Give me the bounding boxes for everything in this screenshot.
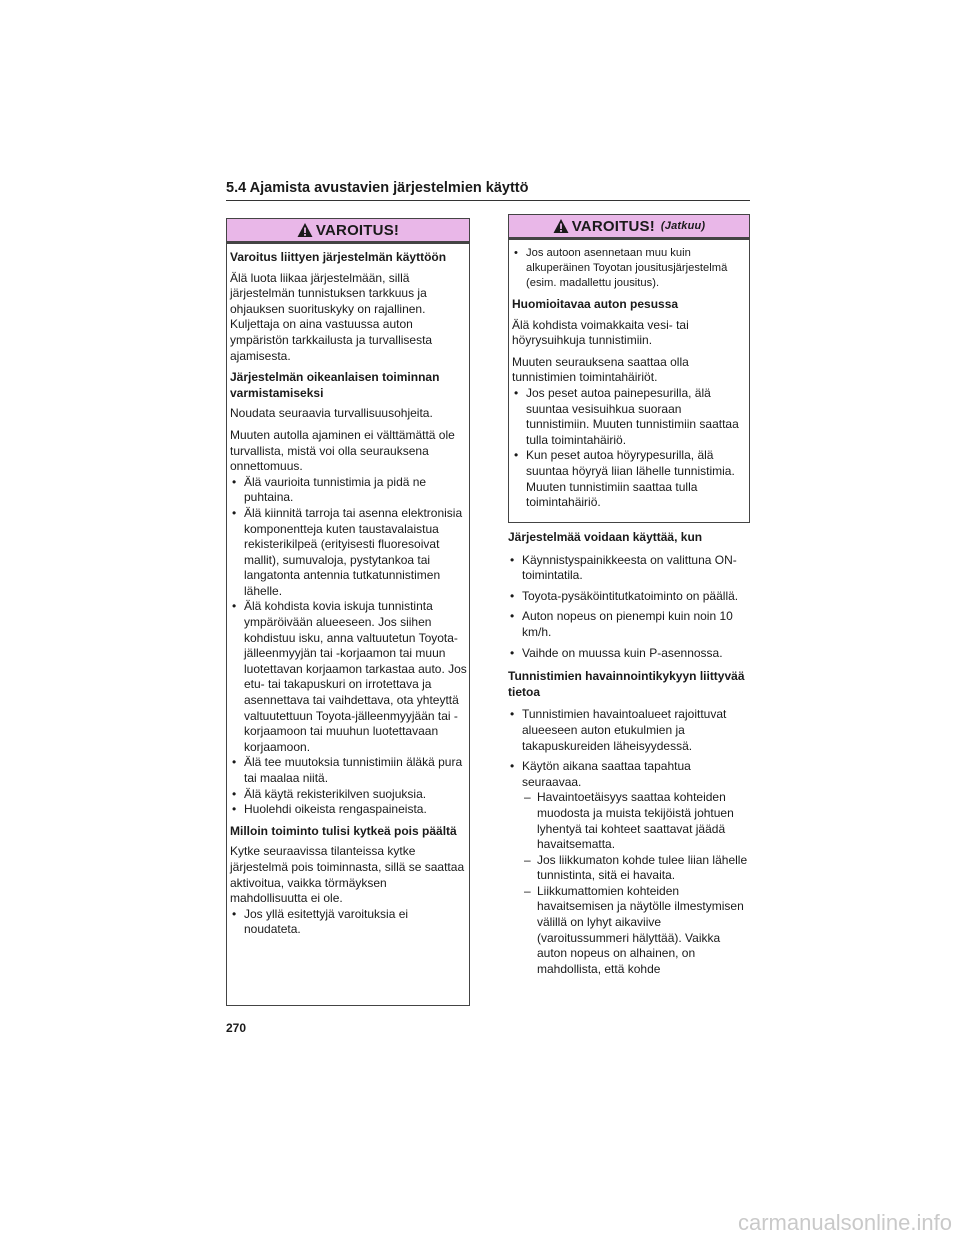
- dash-item: – Jos liikkumaton kohde tulee liian lähelle tunnistinta, sitä ei havaita.: [522, 853, 752, 884]
- warning-heading: Varoitus liittyen järjestelmän käyttöön: [230, 250, 447, 264]
- warning-paragraph: Noudata seuraavia turvallisuusohjeita.: [230, 406, 433, 421]
- list-item: • Älä tee muutoksia tunnistimiin äläkä pura tai maalaa niitä.: [230, 755, 467, 786]
- warning-heading: Milloin toiminto tulisi kytkeä pois päältä: [230, 823, 457, 838]
- subheading: Järjestelmää voidaan käyttää, kun: [508, 530, 703, 544]
- subheading: Tunnistimien havainnointikykyyn liittyvää tietoa: [508, 669, 745, 699]
- warning-box-right: [508, 214, 750, 523]
- warning-header: [509, 215, 749, 240]
- list-item: • Auton nopeus on pienempi kuin noin 10 km/h.: [508, 609, 752, 640]
- list-item: • Älä kiinnitä tarroja tai asenna elektronisia komponentteja kuten taustavalaistua rekisterikilpeä (erityisesti fluoresoivat mallit), sumuvaloja, pystytankoa tai langatonta antennia tutkatunnistimen lähelle.: [230, 506, 467, 600]
- main-text-column: [508, 530, 752, 983]
- warning-heading: Järjestelmän oikeanlaisen toiminnan varmistamiseksi: [230, 370, 440, 400]
- warning-triangle-icon: [553, 218, 569, 234]
- list-item: • Älä vaurioita tunnistimia ja pidä ne puhtaina.: [230, 475, 467, 506]
- warning-box-left: [226, 218, 470, 1006]
- list-item: • Jos autoon asennetaan muu kuin alkuperäinen Toyotan jousitusjärjestelmä (esim. madallettu jousitus).: [512, 246, 747, 291]
- list-item: • Huolehdi oikeista rengaspaineista.: [230, 802, 467, 818]
- warning-bullet-list: [230, 907, 467, 938]
- warning-bullet-list: [512, 386, 747, 511]
- bullet-list: [508, 553, 752, 662]
- warning-bullet-list: [512, 246, 747, 291]
- list-item: • Tunnistimien havaintoalueet rajoittuvat alueeseen auton etukulmien ja takapuskureiden läheisyydessä.: [508, 707, 752, 754]
- bullet-list: [508, 707, 752, 977]
- warning-bullet-list: [230, 475, 467, 818]
- list-item: • Jos peset autoa painepesurilla, älä suuntaa vesisuihkua suoraan tunnistimiin. Muuten tunnistimiin saattaa tulla toimintahäiriö.: [512, 386, 747, 448]
- list-item: • Käynnistyspainikkeesta on valittuna ON-toimintatila.: [508, 553, 752, 584]
- warning-paragraph: Muuten autolla ajaminen ei välttämättä ole turvallista, mistä voi olla seurauksena onnettomuus.: [230, 427, 455, 474]
- dash-list: [522, 790, 752, 977]
- list-item: • Älä kohdista kovia iskuja tunnistinta ympäröivään alueeseen. Jos siihen kohdistuu isku, anna valtuutetun Toyota-jälleenmyyjän tai -korjaamon tai muun luotettavan korjaamon tarkastaa auto. Jos etu- tai takapuskuri on irrotettava ja asennettava tai vaihdettava, ota yhteyttä valtuutettuun Toyota-jälleenmyyjään tai -korjaamoon tai muuhun luotettavaan korjaamoon.: [230, 599, 467, 755]
- list-item: • Kun peset autoa höyrypesurilla, älä suuntaa höyryä liian lähelle tunnistimia. Muuten tunnistimiin saattaa tulla toimintahäiriö.: [512, 448, 747, 510]
- warning-header: [227, 219, 469, 244]
- section-title: 5.4 Ajamista avustavien järjestelmien käyttö: [226, 180, 750, 201]
- list-item: [508, 759, 752, 977]
- warning-paragraph: Muuten seurauksena saattaa olla tunnistimien toimintahäiriöt.: [512, 354, 689, 385]
- continued-label: (Jatkuu): [660, 220, 706, 232]
- warning-paragraph: Kytke seuraavissa tilanteissa kytke järjestelmä pois toiminnasta, sillä se saattaa aktivoitua, vaikka törmäyksen mahdollisuutta ei ole.: [230, 844, 465, 906]
- page-number: 270: [226, 1021, 247, 1035]
- dash-item: – Havaintoetäisyys saattaa kohteiden muodosta ja muista tekijöistä johtuen lyhentyä tai kohteet saattavat jäädä havaitsematta.: [522, 790, 752, 852]
- watermark-footer: carmanualsonline.info: [737, 1210, 952, 1235]
- warning-paragraph: Älä luota liikaa järjestelmään, sillä järjestelmän tunnistuksen tarkkuus ja ohjauksen suorituskyky on rajallinen. Kuljettaja on aina vastuussa auton ympäristön tarkkailusta ja turvallisesta ajamisesta.: [230, 270, 433, 363]
- warning-heading: Huomioitavaa auton pesussa: [512, 297, 679, 311]
- list-item: • Jos yllä esitettyjä varoituksia ei noudateta.: [230, 907, 467, 938]
- warning-paragraph: Älä kohdista voimakkaita vesi- tai höyrysuihkuja tunnistimiin.: [512, 317, 689, 348]
- warning-title: VAROITUS!: [315, 221, 400, 239]
- list-item-text: Käytön aikana saattaa tapahtua seuraavaa.: [522, 759, 691, 789]
- warning-title: VAROITUS!: [571, 217, 655, 235]
- list-item: • Toyota-pysäköintitutkatoiminto on päällä.: [508, 589, 752, 605]
- warning-triangle-icon: [297, 222, 313, 238]
- list-item: • Vaihde on muussa kuin P-asennossa.: [508, 646, 752, 662]
- list-item: • Älä käytä rekisterikilven suojuksia.: [230, 787, 467, 803]
- dash-item: – Liikkumattomien kohteiden havaitsemisen ja näytölle ilmestymisen välillä on lyhyt aikaviive (varoitussummeri hälyttää). Vaikka auton nopeus on alhainen, on mahdollista, että kohde: [522, 884, 752, 978]
